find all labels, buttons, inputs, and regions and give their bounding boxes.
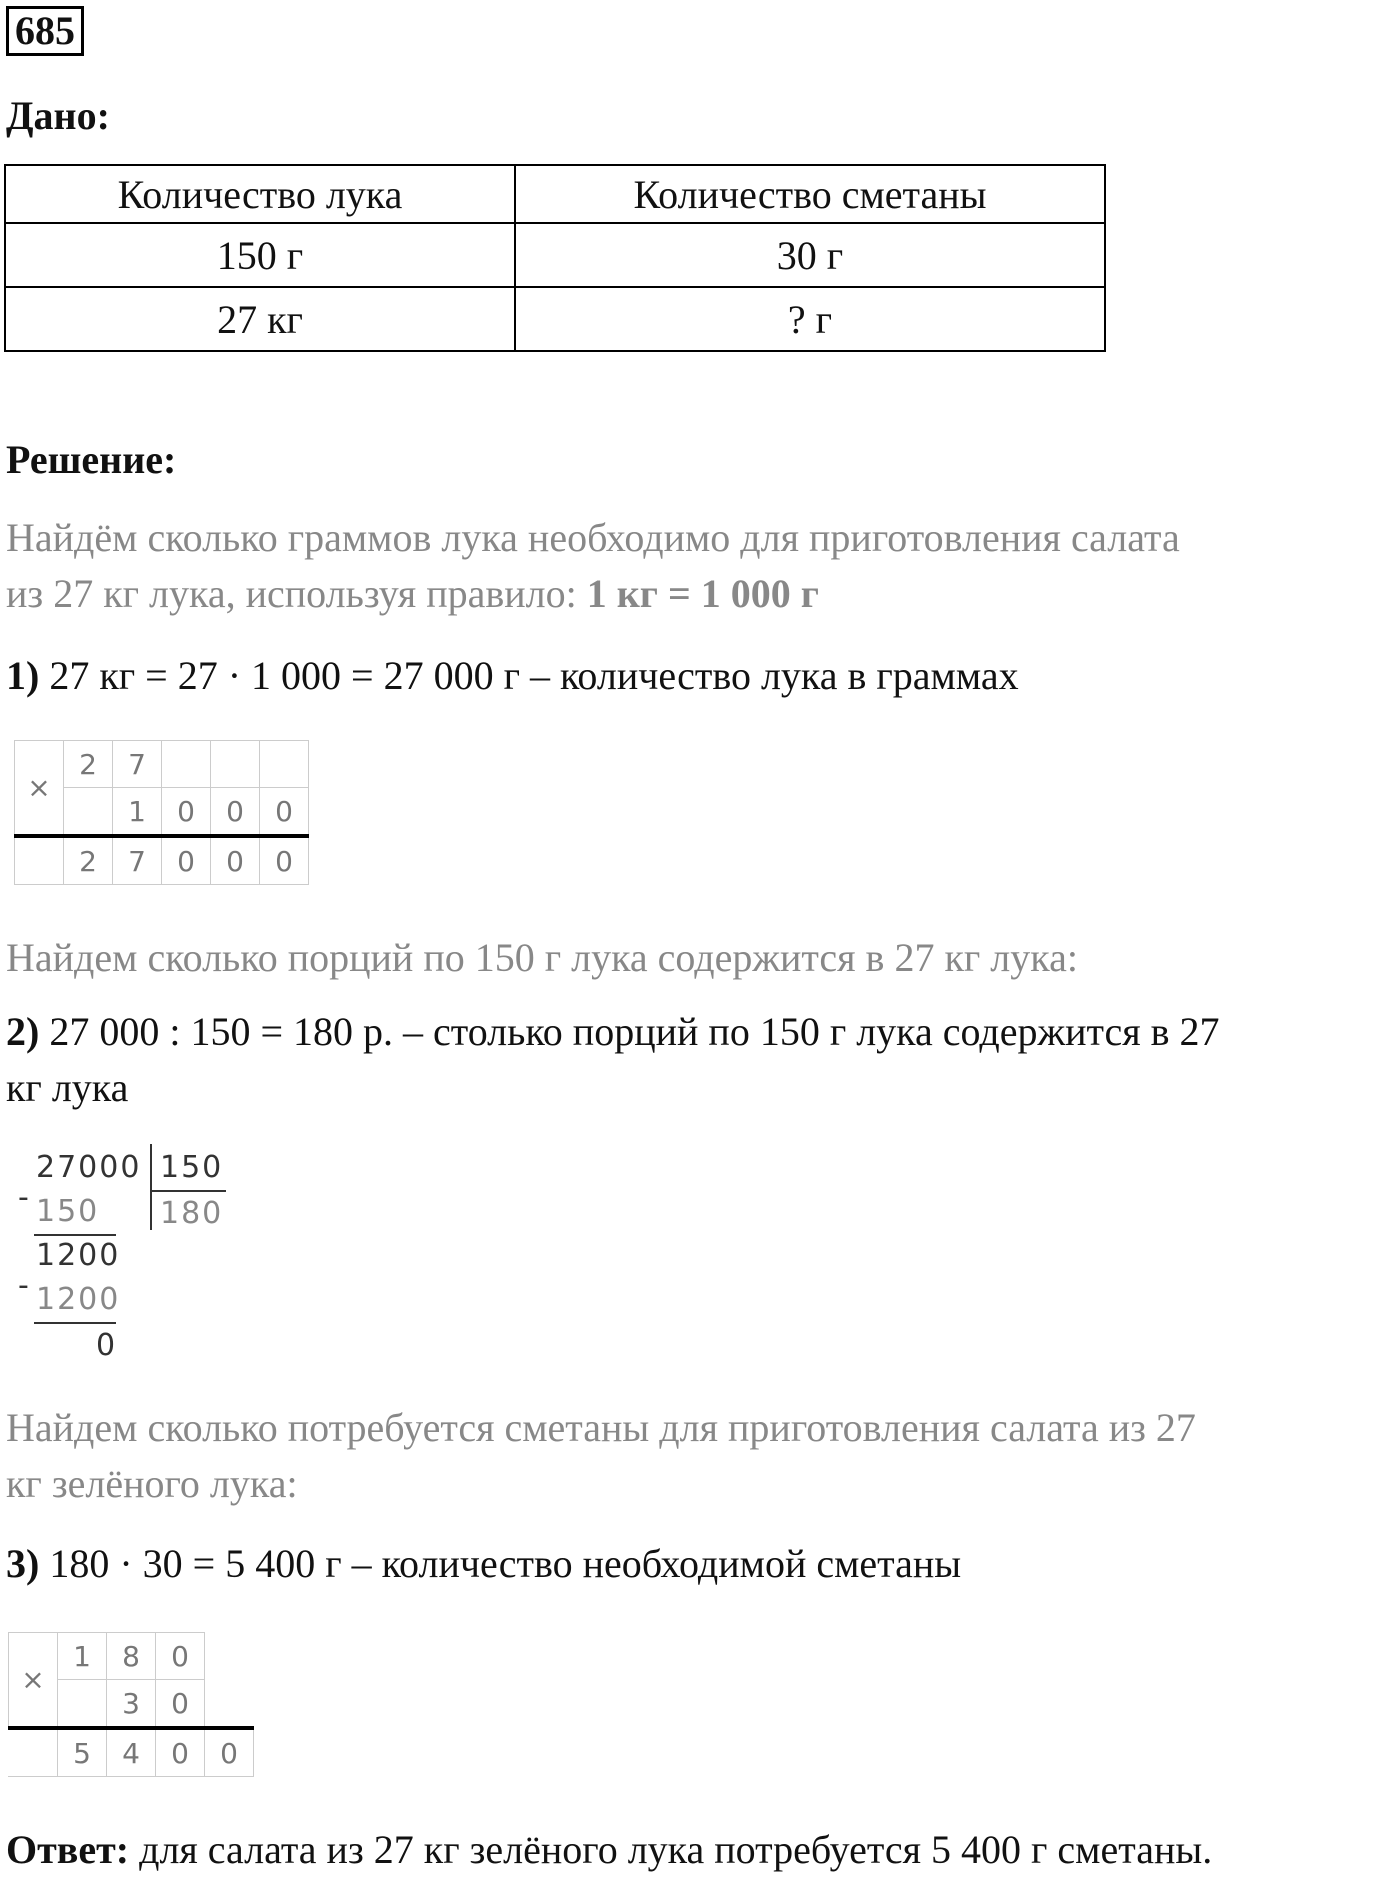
division-bar-vertical bbox=[150, 1144, 152, 1230]
step-number: 1) bbox=[6, 653, 40, 698]
answer-label: Ответ: bbox=[6, 1827, 130, 1872]
intro-line bbox=[6, 570, 819, 617]
digit-cell: 8 bbox=[107, 1633, 156, 1680]
given-heading: Дано: bbox=[6, 93, 110, 138]
digit-cell bbox=[64, 788, 113, 837]
digit-cell: 5 bbox=[58, 1728, 107, 1777]
given-header-sourcream: Количество сметаны bbox=[515, 165, 1105, 223]
given-cell: 30 г bbox=[515, 223, 1105, 287]
intro-line-text: из 27 кг лука, используя правило: bbox=[6, 571, 577, 616]
step-number: 3) bbox=[6, 1541, 40, 1586]
digit-cell bbox=[260, 741, 309, 788]
digit-cell: 2 bbox=[64, 741, 113, 788]
digit-cell bbox=[15, 836, 64, 885]
intro-line: Найдем сколько порций по 150 г лука содержится в 27 кг лука: bbox=[6, 935, 1078, 980]
digit-cell: 0 bbox=[211, 836, 260, 885]
step-3 bbox=[6, 1540, 961, 1587]
digit-cell: 7 bbox=[113, 836, 162, 885]
multiplication-grid-2 bbox=[8, 1632, 254, 1777]
step-2-continued: кг лука bbox=[6, 1065, 129, 1110]
step-2 bbox=[6, 1008, 1220, 1055]
digit-cell: 0 bbox=[162, 836, 211, 885]
conversion-rule: 1 кг = 1 000 г bbox=[586, 571, 819, 616]
solution-heading: Решение: bbox=[6, 437, 177, 482]
digit-cell bbox=[58, 1680, 107, 1729]
dividend: 27000 bbox=[36, 1150, 142, 1185]
remainder: 0 bbox=[96, 1328, 118, 1363]
digit-cell: 0 bbox=[211, 788, 260, 837]
step-number: 2) bbox=[6, 1009, 40, 1054]
long-division bbox=[14, 1150, 234, 1370]
divisor: 150 bbox=[160, 1150, 224, 1185]
intro-line: Найдем сколько потребуется сметаны для приготовления салата из 27 bbox=[6, 1405, 1196, 1450]
digit-cell: 3 bbox=[107, 1680, 156, 1729]
subtrahend: 150 bbox=[36, 1194, 100, 1229]
step-text: 27 кг = 27 · 1 000 = 27 000 г – количество лука в граммах bbox=[49, 653, 1019, 698]
given-table bbox=[4, 164, 1106, 352]
given-cell: 150 г bbox=[5, 223, 515, 287]
digit-cell: 2 bbox=[64, 836, 113, 885]
digit-cell: 7 bbox=[113, 741, 162, 788]
problem-number: 685 bbox=[6, 6, 84, 56]
intro-line: кг зелёного лука: bbox=[6, 1461, 298, 1506]
step-text: 180 · 30 = 5 400 г – количество необходимой сметаны bbox=[49, 1541, 962, 1586]
quotient: 180 bbox=[160, 1196, 224, 1231]
digit-cell: 4 bbox=[107, 1728, 156, 1777]
minus-sign: - bbox=[18, 1180, 31, 1215]
multiply-sign: × bbox=[15, 741, 64, 837]
minus-sign: - bbox=[18, 1268, 31, 1303]
subtraction-line bbox=[34, 1322, 116, 1324]
digit-cell: 0 bbox=[156, 1680, 205, 1729]
digit-cell bbox=[211, 741, 260, 788]
answer bbox=[6, 1826, 1212, 1873]
intro-line: Найдём сколько граммов лука необходимо для приготовления салата bbox=[6, 515, 1180, 560]
blank-cell bbox=[9, 1728, 58, 1777]
digit-cell: 0 bbox=[205, 1728, 254, 1777]
step-text: 27 000 : 150 = 180 р. – столько порций по 150 г лука содержится в 27 bbox=[49, 1009, 1220, 1054]
digit-cell: 0 bbox=[260, 788, 309, 837]
multiplication-grid-1 bbox=[14, 740, 309, 885]
digit-cell: 0 bbox=[260, 836, 309, 885]
digit-cell: 0 bbox=[156, 1728, 205, 1777]
subtraction-line bbox=[34, 1234, 116, 1236]
step-1 bbox=[6, 652, 1019, 699]
division-bar-horizontal bbox=[152, 1190, 226, 1192]
digit-cell: 0 bbox=[156, 1633, 205, 1680]
given-cell: ? г bbox=[515, 287, 1105, 351]
given-header-onion: Количество лука bbox=[5, 165, 515, 223]
remainder: 1200 bbox=[36, 1238, 121, 1273]
digit-cell: 1 bbox=[58, 1633, 107, 1680]
digit-cell bbox=[162, 741, 211, 788]
given-cell: 27 кг bbox=[5, 287, 515, 351]
answer-text: для салата из 27 кг зелёного лука потребуется 5 400 г сметаны. bbox=[139, 1827, 1213, 1872]
digit-cell: 1 bbox=[113, 788, 162, 837]
subtrahend: 1200 bbox=[36, 1282, 121, 1317]
digit-cell: 0 bbox=[162, 788, 211, 837]
multiply-sign: × bbox=[9, 1633, 58, 1729]
